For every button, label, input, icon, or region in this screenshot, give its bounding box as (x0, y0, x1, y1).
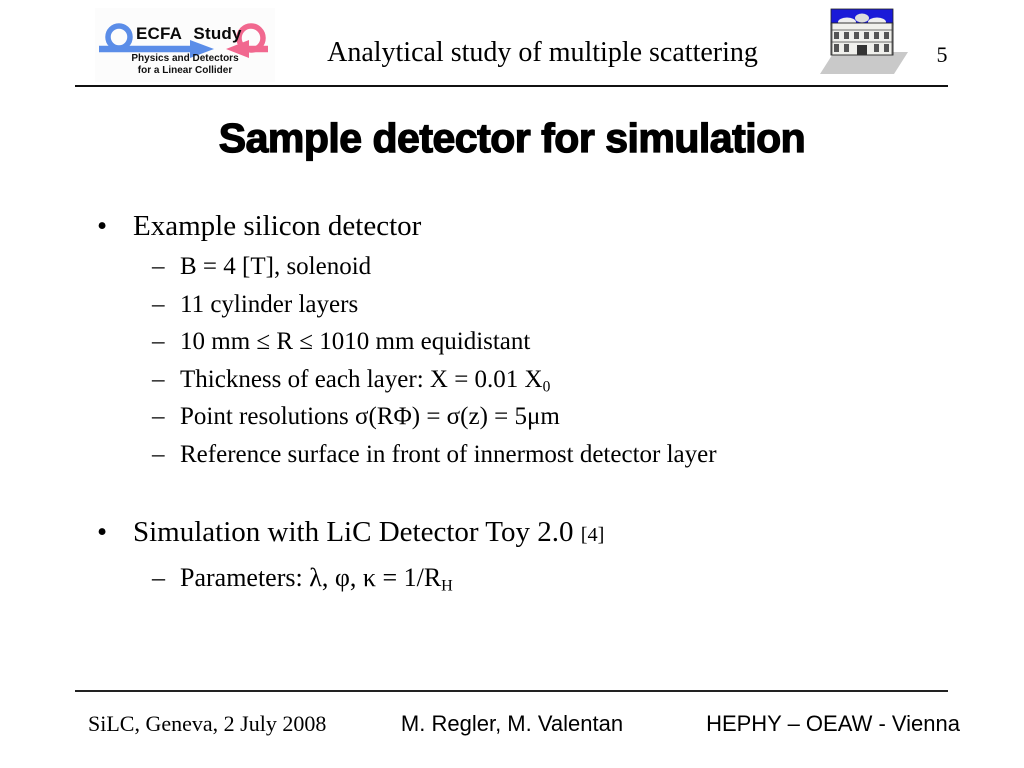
sub-item-text: Reference surface in front of innermost detector layer (180, 441, 717, 468)
dash-marker: – (152, 328, 165, 355)
hephy-building-icon (818, 6, 910, 78)
sub-item-text: 11 cylinder layers (180, 291, 359, 318)
dash-marker: – (152, 366, 165, 393)
dash-marker: – (152, 441, 165, 468)
sub-item-radius-range (152, 328, 530, 357)
bullet-item-simulation-lic-toy (97, 516, 604, 549)
sub-item-point-resolutions (152, 403, 560, 432)
bullet-text: Simulation with LiC Detector Toy 2.0 (133, 516, 574, 548)
bullet-item-example-silicon-detector (97, 210, 421, 243)
bullet-text: Example silicon detector (133, 210, 422, 242)
logo-subtitle-line1: Physics and Detectors (131, 53, 239, 64)
bullet-marker: • (97, 210, 108, 242)
dash-marker: – (152, 253, 165, 280)
header-divider (75, 85, 948, 87)
footer-authors: M. Regler, M. Valentan (400, 711, 624, 736)
logo-title: ECFA Study (136, 24, 242, 43)
bullet-marker: • (97, 516, 108, 548)
citation-ref: [4] (580, 524, 605, 546)
blue-loop-icon (108, 26, 130, 48)
slide-title: Sample detector for simulation (218, 115, 806, 161)
sub-item-text: Point resolutions σ(RΦ) = σ(z) = 5μm (180, 403, 560, 430)
sub-item-solenoid (152, 253, 371, 282)
sub-item-reference-surface (152, 441, 717, 470)
sub-item-text: Thickness of each layer: X = 0.01 X (180, 366, 543, 393)
subscript-H: H (441, 577, 453, 595)
sub-item-text: 10 mm ≤ R ≤ 1010 mm equidistant (180, 328, 531, 355)
building-drawing (818, 6, 910, 78)
page-number: 5 (936, 42, 948, 67)
dash-marker: – (152, 403, 165, 430)
header-title: Analytical study of multiple scattering (327, 37, 758, 68)
dash-marker: – (152, 291, 165, 318)
sub-item-parameters (152, 563, 453, 596)
sub-item-text: Parameters: λ, φ, κ = 1/R (180, 563, 442, 592)
ecfa-study-logo (95, 8, 275, 82)
footer-divider (75, 690, 948, 692)
building-door (857, 45, 867, 55)
sub-item-text: B = 4 [T], solenoid (180, 253, 372, 280)
footer-institute: HEPHY – OEAW - Vienna (706, 711, 960, 736)
subscript-zero: 0 (542, 378, 551, 396)
dash-marker: – (152, 563, 165, 592)
logo-subtitle-line2: for a Linear Collider (137, 65, 233, 76)
footer-conference-date: SiLC, Geneva, 2 July 2008 (88, 711, 327, 736)
roof-statue (855, 14, 869, 23)
sub-item-cylinder-layers (152, 291, 358, 320)
sub-item-thickness (152, 366, 550, 396)
